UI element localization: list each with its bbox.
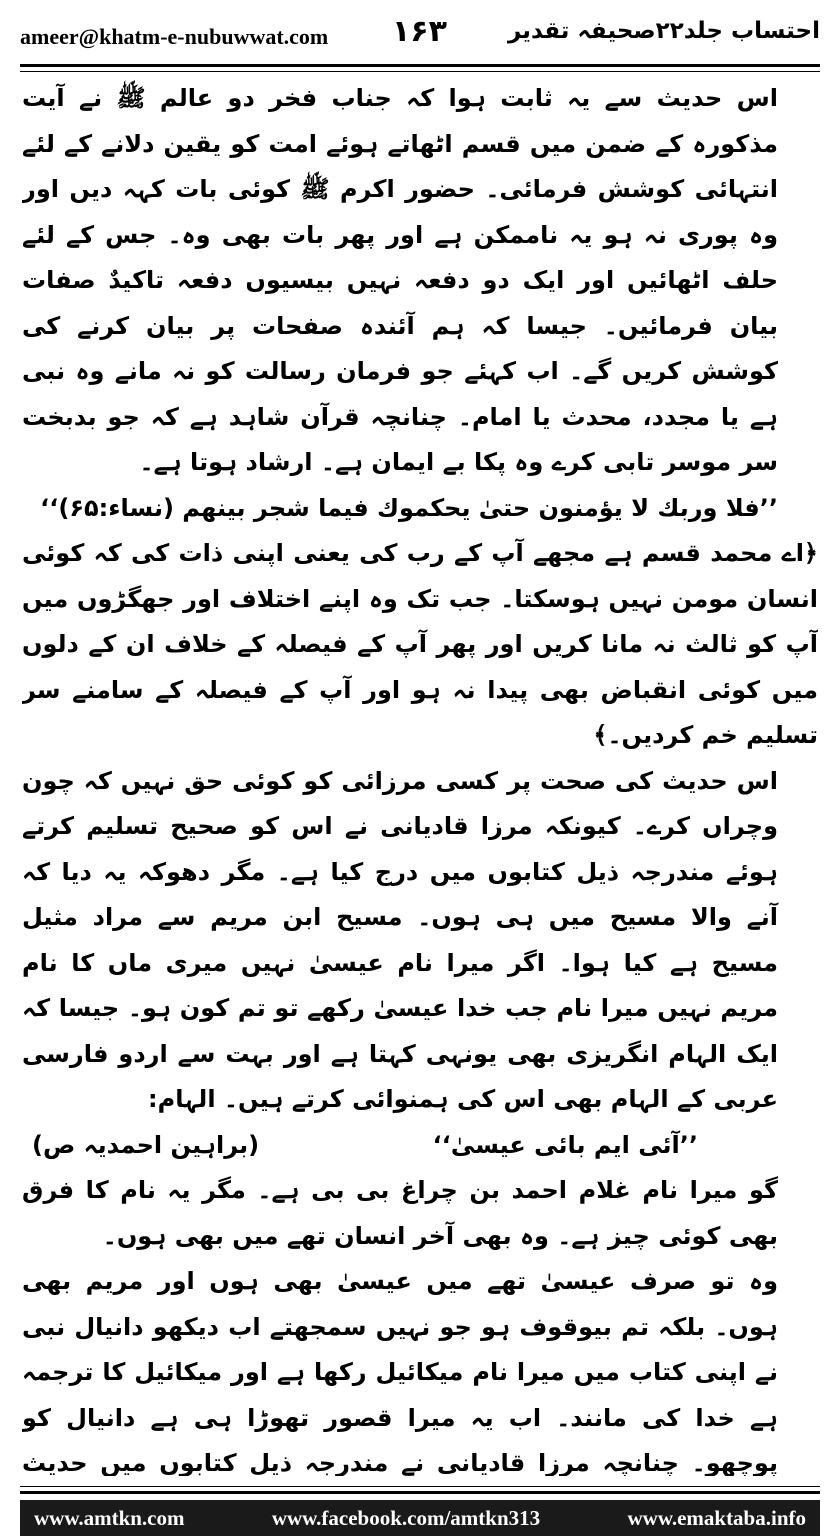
paragraph-2: اس حدیث کی صحت پر کسی مرزائی کو کوئی حق نہیں کہ چون وچراں کرے۔ کیونکہ مرزا قادیانی نے اس کو صحیح تسلیم کرتے ہوئے مندرجہ ذیل کتابوں میں درج کیا ہے۔ مگر دھوکہ یہ دیا کہ آنے والا مسیح میں ہی ہوں۔ مسیح ابن مریم سے مراد مثیل مسیح ہے کیا ہوا۔ اگر میرا نام عیسیٰ نہیں میری ماں کا نام مریم نہیں میرا نام جب خدا عیسیٰ رکھے تو تم کون ہو۔ جیسا کہ ایک الہام انگریزی بھی یونہی کہتا ہے اور بہت سے اردو فارسی عربی کے الہام بھی اس کی ہمنوائی کرتے ہیں۔ الہام: [22, 766, 778, 1113]
page-body [22, 76, 818, 1476]
header-divider [20, 64, 820, 72]
book-title: احتساب جلد۲۲صحیفہ تقدیر [508, 18, 820, 44]
footer-divider [20, 1486, 820, 1494]
page-number: ۱۶۳ [392, 14, 447, 49]
paragraph-3: گو میرا نام غلام احمد بن چراغ بی بی ہے۔ مگر یہ نام کا فرق بھی کوئی چیز ہے۔ وہ بھی آخر انسان تھے میں بھی ہوں۔ [22, 1176, 778, 1250]
paragraph-1: اس حدیث سے یہ ثابت ہوا کہ جناب فخر دو عالم ﷺ نے آیت مذکورہ کے ضمن میں قسم اٹھاتے ہوئے امت کو یقین دلانے کے لئے انتہائی کوشش فرمائی۔ حضور اکرم ﷺ کوئی بات کہہ دیں اور وہ پوری نہ ہو یہ ناممکن ہے اور پھر بات بھی وہ۔ جس کے لئے حلف اٹھائیں اور ایک دو دفعہ نہیں بیسیوں دفعہ تاکیدٌ صفات بیان فرمائیں۔ جیسا کہ ہم آئندہ صفحات پر بیان کرنے کی کوشش کریں گے۔ اب کہئے جو فرمان رسالت کو نہ مانے وہ نبی ہے یا مجدد، محدث یا امام۔ چنانچہ قرآن شاہد ہے کہ جو بدبخت سر موسر تابی کرے وہ پکا بے ایمان ہے۔ ارشاد ہوتا ہے۔ [22, 84, 778, 476]
footer-link-facebook[interactable]: www.facebook.com/amtkn313 [271, 1505, 541, 1530]
ilham-quote: ’’آئی ایم بائی عیسیٰ‘‘ [432, 1130, 698, 1159]
ilham-reference: (براہین احمدیہ ص) [32, 1130, 260, 1159]
quran-verse: ’’فلا وربك لا یؤمنون حتیٰ یحکموك فیما شجر بینهم (نساء:۶۵)‘‘ [40, 493, 778, 522]
footer-link-amtkn[interactable]: www.amtkn.com [34, 1505, 185, 1530]
page-header [20, 14, 820, 58]
page-footer [20, 1500, 820, 1536]
ilham-line [22, 1123, 818, 1169]
header-email[interactable]: ameer@khatm-e-nubuwwat.com [20, 24, 329, 49]
paragraph-4: وہ تو صرف عیسیٰ تھے میں عیسیٰ بھی ہوں اور مریم بھی ہوں۔ بلکہ تم بیوقوف ہو جو نہیں سمجھتے اب دیکھو دانیال نبی نے اپنی کتاب میں میرا نام میکائیل رکھا ہے اور میکائیل کا ترجمہ ہے خدا کی مانند۔ اب یہ میرا قصور تھوڑا ہی ہے دانیال کو پوچھو۔ چنانچہ مرزا قادیانی نے مندرجہ ذیل کتابوں میں حدیث [22, 1267, 778, 1476]
footer-link-emaktaba[interactable]: www.emaktaba.info [627, 1505, 806, 1530]
verse-translation: ﴿اے محمد قسم ہے مجھے آپ کے رب کی یعنی اپنی ذات کی کہ کوئی انسان مومن نہیں ہوسکتا۔ جب تک وہ اپنے اختلاف اور جھگڑوں میں آپ کو ثالث نہ مانا کریں اور پھر آپ کے فیصلہ کے خلاف ان کے دلوں میں کوئی انقباض بھی پیدا نہ ہو اور آپ کے فیصلہ کے سامنے سر تسلیم خم کردیں۔﴾ [22, 539, 818, 749]
